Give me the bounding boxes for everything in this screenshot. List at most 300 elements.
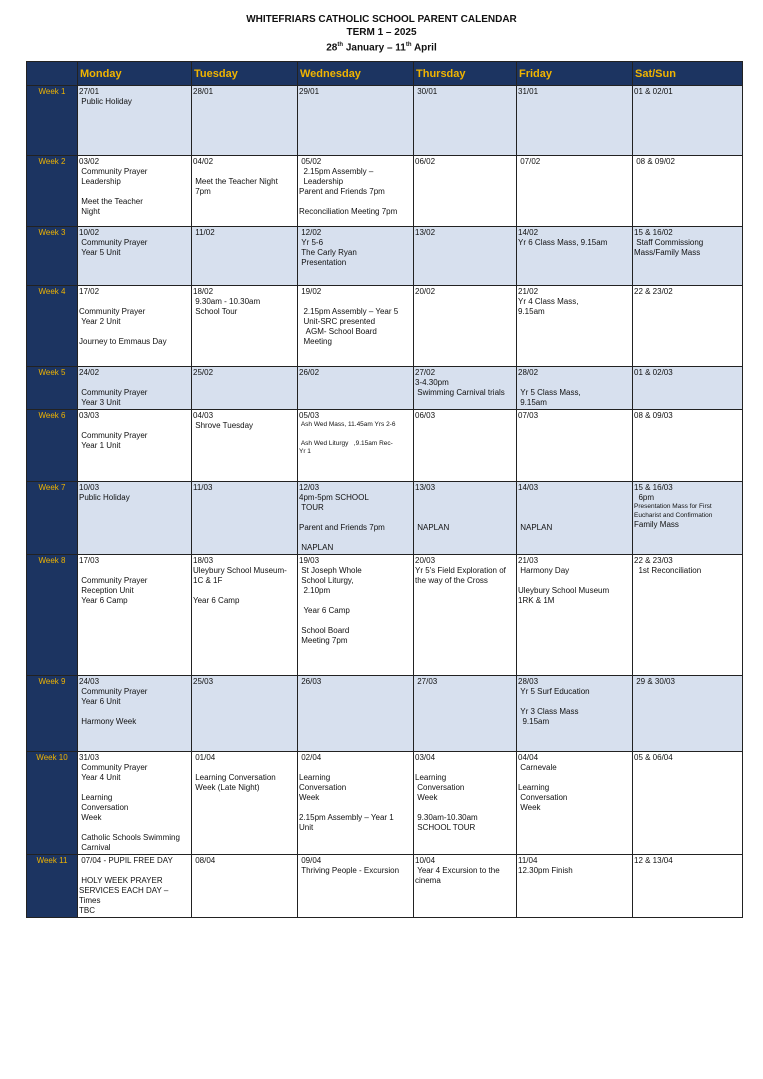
day-cell xyxy=(298,752,414,855)
calendar-header xyxy=(0,13,763,54)
week-label: Week 3 xyxy=(27,227,78,286)
event-text: Week xyxy=(79,813,102,822)
week-label: Week 5 xyxy=(27,367,78,410)
event-text: Learning xyxy=(518,783,550,792)
event-text: 2.15pm Assembly – Year 1 xyxy=(299,813,394,822)
day-cell xyxy=(298,855,414,918)
event-text: Journey to Emmaus Day xyxy=(79,337,167,346)
day-cell xyxy=(298,156,414,227)
event-text xyxy=(299,297,412,307)
event-text: Thriving People - Excursion xyxy=(299,866,400,875)
day-date: 27/01 xyxy=(79,87,100,96)
day-date: 19/02 xyxy=(299,287,322,296)
week-row xyxy=(27,752,743,855)
event-text: Meet the Teacher xyxy=(79,197,143,206)
event-text: 2.10pm xyxy=(299,586,331,595)
event-text: Yr 1 xyxy=(299,448,311,455)
event-text: Eucharist and Confirmation xyxy=(634,511,713,519)
event-text: Mass/Family Mass xyxy=(634,248,701,257)
day-cell xyxy=(192,410,298,482)
day-date: 19/03 xyxy=(299,556,320,565)
day-cell xyxy=(414,855,517,918)
event-text xyxy=(79,421,190,431)
day-cell xyxy=(633,410,743,482)
day-date: 08 & 09/03 xyxy=(634,411,673,420)
day-cell xyxy=(192,227,298,286)
event-text: Night xyxy=(79,207,100,216)
event-text: Parent and Friends 7pm xyxy=(299,187,385,196)
event-text: Ash Wed Mass, 11.45am Yrs 2-6 xyxy=(299,421,396,428)
day-date: 04/02 xyxy=(193,157,214,166)
event-text: Week xyxy=(299,793,320,802)
event-text xyxy=(193,763,296,773)
event-text: Community Prayer xyxy=(79,388,148,397)
event-text: Ash Wed Liturgy ,9.15am Rec- xyxy=(299,439,393,447)
day-date: 05/03 xyxy=(299,411,320,420)
event-text: Harmony Week xyxy=(79,717,137,726)
event-text xyxy=(299,513,412,523)
event-text: 9.15am xyxy=(518,307,545,316)
event-text: Carnevale xyxy=(518,763,557,772)
event-text xyxy=(415,803,515,813)
day-cell xyxy=(298,86,414,156)
day-date: 25/02 xyxy=(193,368,214,377)
day-cell xyxy=(298,286,414,367)
event-text: Community Prayer xyxy=(79,238,148,247)
event-text xyxy=(193,167,296,177)
day-date: 13/02 xyxy=(415,228,436,237)
day-date: 15 & 16/02 xyxy=(634,228,673,237)
event-text: NAPLAN xyxy=(299,543,334,552)
event-text: Presentation Mass for First xyxy=(634,503,712,510)
column-header: Wednesday xyxy=(298,62,414,86)
event-text: Parent and Friends 7pm xyxy=(299,523,385,532)
week-label: Week 4 xyxy=(27,286,78,367)
day-date: 28/03 xyxy=(518,677,539,686)
event-text xyxy=(193,586,296,596)
day-date: 26/02 xyxy=(299,368,320,377)
event-text: Year 3 Unit xyxy=(79,398,121,407)
event-text: Community Prayer xyxy=(79,763,148,772)
event-text: Unit-SRC presented xyxy=(299,317,376,326)
day-date: 20/02 xyxy=(415,287,436,296)
day-cell xyxy=(633,86,743,156)
event-text: Week (Late Night) xyxy=(193,783,260,792)
event-text: Week xyxy=(518,803,541,812)
event-text: the way of the Cross xyxy=(415,576,488,585)
event-text: Yr 4 Class Mass, xyxy=(518,297,579,306)
event-text: Year 6 Camp xyxy=(79,596,128,605)
day-date: 14/02 xyxy=(518,228,539,237)
day-cell xyxy=(517,227,633,286)
event-text xyxy=(299,616,412,626)
day-date: 06/02 xyxy=(415,157,436,166)
day-date: 18/03 xyxy=(193,556,214,565)
event-text: 9.30am-10.30am xyxy=(415,813,478,822)
day-date: 08 & 09/02 xyxy=(634,157,675,166)
event-text: Swimming Carnival trials xyxy=(415,388,505,397)
event-text xyxy=(79,783,190,793)
day-cell xyxy=(517,410,633,482)
day-cell xyxy=(192,555,298,676)
event-text: Meeting 7pm xyxy=(299,636,348,645)
event-text: Uleybury School Museum- xyxy=(193,566,287,575)
week-row xyxy=(27,86,743,156)
day-date: 05/02 xyxy=(299,157,322,166)
event-text xyxy=(415,493,515,503)
day-date: 10/03 xyxy=(79,483,100,492)
event-text xyxy=(79,823,190,833)
week-label: Week 9 xyxy=(27,676,78,752)
day-date: 03/03 xyxy=(79,411,100,420)
event-text: Community Prayer xyxy=(79,307,146,316)
day-date: 31/03 xyxy=(79,753,100,762)
day-cell xyxy=(192,676,298,752)
week-row xyxy=(27,410,743,482)
event-text: Year 1 Unit xyxy=(79,441,121,450)
event-text xyxy=(79,327,190,337)
event-text xyxy=(79,187,190,197)
event-text xyxy=(518,513,631,523)
day-cell xyxy=(192,855,298,918)
day-date: 13/03 xyxy=(415,483,436,492)
event-text: School Tour xyxy=(193,307,238,316)
event-text: Learning Conversation xyxy=(193,773,276,782)
day-date: 01 & 02/01 xyxy=(634,87,673,96)
day-date: 11/03 xyxy=(193,483,213,492)
date-range-end-month: April xyxy=(411,42,437,54)
day-cell xyxy=(517,752,633,855)
event-text: Conversation xyxy=(79,803,129,812)
event-text xyxy=(518,576,631,586)
day-date: 24/02 xyxy=(79,368,100,377)
day-date: 17/03 xyxy=(79,556,100,565)
day-date: 14/03 xyxy=(518,483,539,492)
week-label: Week 8 xyxy=(27,555,78,676)
event-text: Yr 6 Class Mass, 9.15am xyxy=(518,238,608,247)
day-cell xyxy=(414,482,517,555)
event-text: Leadership xyxy=(79,177,121,186)
event-text: Staff Commissiong xyxy=(634,238,704,247)
day-date: 18/02 xyxy=(193,287,214,296)
event-text: Yr 3 Class Mass xyxy=(518,707,579,716)
event-text: 2.15pm Assembly – Year 5 xyxy=(299,307,399,316)
event-text: Presentation xyxy=(299,258,347,267)
calendar-table xyxy=(26,61,743,918)
date-range xyxy=(0,39,763,54)
day-cell xyxy=(414,156,517,227)
week-label: Week 2 xyxy=(27,156,78,227)
day-date: 24/03 xyxy=(79,677,100,686)
event-text: Conversation xyxy=(299,783,347,792)
event-text: 3-4.30pm xyxy=(415,378,449,387)
day-cell xyxy=(414,410,517,482)
event-text: The Carly Ryan xyxy=(299,248,357,257)
event-text: Year 6 Unit xyxy=(79,697,121,706)
week-row xyxy=(27,367,743,410)
day-cell xyxy=(298,227,414,286)
event-text: Year 4 Excursion to the xyxy=(415,866,500,875)
event-text: Carnival xyxy=(79,843,111,852)
day-cell xyxy=(298,555,414,676)
day-cell xyxy=(517,555,633,676)
day-cell xyxy=(633,676,743,752)
column-header: Friday xyxy=(517,62,633,86)
day-cell xyxy=(78,156,192,227)
event-text xyxy=(415,503,515,513)
event-text: TBC xyxy=(79,906,95,915)
day-cell xyxy=(517,367,633,410)
day-date: 05 & 06/04 xyxy=(634,753,673,762)
day-cell xyxy=(78,286,192,367)
day-date: 04/04 xyxy=(518,753,539,762)
day-date: 09/04 xyxy=(299,856,322,865)
day-cell xyxy=(414,555,517,676)
week-label: Week 6 xyxy=(27,410,78,482)
calendar-title: WHITEFRIARS CATHOLIC SCHOOL PARENT CALENDAR xyxy=(246,14,517,25)
day-date: 07/02 xyxy=(518,157,541,166)
event-text: Year 5 Unit xyxy=(79,248,121,257)
event-text xyxy=(518,773,631,783)
event-text: 9.15am xyxy=(518,398,547,407)
event-text: Uleybury School Museum xyxy=(518,586,610,595)
event-text: St Joseph Whole xyxy=(299,566,362,575)
event-text: Unit xyxy=(299,823,314,832)
event-text: SCHOOL TOUR xyxy=(415,823,476,832)
day-cell xyxy=(517,86,633,156)
event-text: Reception Unit xyxy=(79,586,134,595)
day-cell xyxy=(78,86,192,156)
day-cell xyxy=(633,156,743,227)
event-text: Family Mass xyxy=(634,520,679,529)
term-label: TERM 1 – 2025 xyxy=(346,27,417,38)
event-text: 2.15pm Assembly – xyxy=(299,167,374,176)
day-cell xyxy=(414,752,517,855)
event-text: Learning xyxy=(79,793,113,802)
day-date: 07/04 - PUPIL FREE DAY xyxy=(79,856,173,865)
day-cell xyxy=(414,676,517,752)
event-text: Week xyxy=(415,793,438,802)
day-cell xyxy=(298,482,414,555)
day-cell xyxy=(78,555,192,676)
event-text: Shrove Tuesday xyxy=(193,421,254,430)
week-label: Week 1 xyxy=(27,86,78,156)
event-text: NAPLAN xyxy=(415,523,450,532)
week-label: Week 10 xyxy=(27,752,78,855)
event-text: School Board xyxy=(299,626,350,635)
event-text xyxy=(415,763,515,773)
day-cell xyxy=(78,752,192,855)
day-cell xyxy=(517,676,633,752)
day-date: 10/02 xyxy=(79,228,100,237)
event-text: Catholic Schools Swimming xyxy=(79,833,180,842)
day-date: 21/03 xyxy=(518,556,539,565)
week-label: Week 7 xyxy=(27,482,78,555)
week-row xyxy=(27,286,743,367)
column-header: Tuesday xyxy=(192,62,298,86)
day-cell xyxy=(192,752,298,855)
week-row xyxy=(27,555,743,676)
event-text xyxy=(299,803,412,813)
event-text xyxy=(299,596,412,606)
week-row xyxy=(27,855,743,918)
event-text xyxy=(299,197,412,207)
day-cell xyxy=(414,286,517,367)
event-text xyxy=(299,763,412,773)
day-date: 26/03 xyxy=(299,677,322,686)
event-text: Conversation xyxy=(415,783,465,792)
day-date: 01/04 xyxy=(193,753,216,762)
event-text: Yr 5-6 xyxy=(299,238,324,247)
event-text: Harmony Day xyxy=(518,566,570,575)
event-text: Year 6 Camp xyxy=(299,606,350,615)
day-date: 03/02 xyxy=(79,157,100,166)
event-text xyxy=(79,297,190,307)
event-text xyxy=(79,866,190,876)
day-cell xyxy=(633,227,743,286)
day-cell xyxy=(414,367,517,410)
event-text: 9.30am - 10.30am xyxy=(193,297,261,306)
event-text xyxy=(415,513,515,523)
event-text xyxy=(518,493,631,503)
day-cell xyxy=(192,367,298,410)
day-date: 02/04 xyxy=(299,753,322,762)
header-row xyxy=(27,62,743,86)
day-cell xyxy=(298,367,414,410)
event-text: School Liturgy, xyxy=(299,576,354,585)
day-date: 22 & 23/02 xyxy=(634,287,673,296)
day-cell xyxy=(298,676,414,752)
event-text: Yr 5's Field Exploration of xyxy=(415,566,506,575)
day-cell xyxy=(78,855,192,918)
event-text: Reconciliation Meeting 7pm xyxy=(299,207,398,216)
event-text xyxy=(299,533,412,543)
day-date: 12 & 13/04 xyxy=(634,856,673,865)
week-header-blank xyxy=(27,62,78,86)
day-cell xyxy=(517,855,633,918)
day-date: 28/02 xyxy=(518,368,539,377)
day-date: 29/01 xyxy=(299,87,320,96)
event-text: Learning xyxy=(415,773,447,782)
event-text xyxy=(79,566,190,576)
day-cell xyxy=(192,286,298,367)
day-cell xyxy=(633,482,743,555)
day-date: 29 & 30/03 xyxy=(634,677,675,686)
day-date: 17/02 xyxy=(79,287,100,296)
event-text: 12.30pm Finish xyxy=(518,866,573,875)
date-range-start-day: 28 xyxy=(326,42,338,54)
day-date: 10/04 xyxy=(415,856,436,865)
event-text: Public Holiday xyxy=(79,493,130,502)
day-cell xyxy=(78,676,192,752)
day-date: 30/01 xyxy=(415,87,438,96)
event-text: Conversation xyxy=(518,793,568,802)
day-date: 11/02 xyxy=(193,228,215,237)
day-date: 31/01 xyxy=(518,87,539,96)
event-text: 6pm xyxy=(634,493,655,502)
event-text: Learning xyxy=(299,773,331,782)
column-header: Monday xyxy=(78,62,192,86)
day-cell xyxy=(633,555,743,676)
day-date: 27/03 xyxy=(415,677,438,686)
day-cell xyxy=(633,855,743,918)
event-text: Year 2 Unit xyxy=(79,317,121,326)
event-text: Community Prayer xyxy=(79,576,148,585)
event-text: Meet the Teacher Night xyxy=(193,177,278,186)
day-cell xyxy=(517,286,633,367)
event-text xyxy=(299,430,412,440)
event-text xyxy=(518,697,631,707)
day-date: 12/03 xyxy=(299,483,320,492)
event-text: SERVICES EACH DAY – Times xyxy=(79,886,171,905)
event-text: Leadership xyxy=(299,177,344,186)
day-cell xyxy=(78,410,192,482)
event-text: Community Prayer xyxy=(79,687,148,696)
event-text: 1C & 1F xyxy=(193,576,223,585)
day-cell xyxy=(298,410,414,482)
week-row xyxy=(27,482,743,555)
day-date: 04/03 xyxy=(193,411,214,420)
calendar-body xyxy=(27,86,743,918)
day-date: 25/03 xyxy=(193,677,214,686)
event-text: Public Holiday xyxy=(79,97,132,106)
event-text: 1RK & 1M xyxy=(518,596,555,605)
column-header: Thursday xyxy=(414,62,517,86)
day-cell xyxy=(414,86,517,156)
date-range-middle: January – 11 xyxy=(343,42,406,54)
event-text: 1st Reconciliation xyxy=(634,566,702,575)
day-date: 15 & 16/03 xyxy=(634,483,673,492)
day-cell xyxy=(633,286,743,367)
date-range-end-suffix: th xyxy=(405,42,412,48)
day-date: 01 & 02/03 xyxy=(634,368,673,377)
week-row xyxy=(27,156,743,227)
event-text xyxy=(518,378,631,388)
event-text: HOLY WEEK PRAYER xyxy=(79,876,163,885)
day-date: 21/02 xyxy=(518,287,539,296)
event-text: 9.15am xyxy=(518,717,550,726)
event-text: Meeting xyxy=(299,337,332,346)
day-date: 20/03 xyxy=(415,556,436,565)
date-range-start-suffix: th xyxy=(337,42,344,48)
day-cell xyxy=(192,482,298,555)
day-date: 11/04 xyxy=(518,856,538,865)
day-date: 03/04 xyxy=(415,753,436,762)
event-text xyxy=(518,503,631,513)
day-cell xyxy=(517,156,633,227)
day-cell xyxy=(414,227,517,286)
event-text xyxy=(79,378,190,388)
day-date: 06/03 xyxy=(415,411,436,420)
week-row xyxy=(27,676,743,752)
column-header: Sat/Sun xyxy=(633,62,743,86)
event-text: NAPLAN xyxy=(518,523,553,532)
day-cell xyxy=(78,367,192,410)
event-text: Year 6 Camp xyxy=(193,596,240,605)
day-cell xyxy=(78,227,192,286)
event-text: Yr 5 Surf Education xyxy=(518,687,590,696)
day-cell xyxy=(633,367,743,410)
day-cell xyxy=(633,752,743,855)
week-label: Week 11 xyxy=(27,855,78,918)
event-text: Yr 5 Class Mass, xyxy=(518,388,581,397)
day-date: 27/02 xyxy=(415,368,436,377)
event-text: 4pm-5pm SCHOOL xyxy=(299,493,369,502)
event-text: 7pm xyxy=(193,187,211,196)
event-text: Community Prayer xyxy=(79,431,148,440)
event-text: AGM- School Board xyxy=(299,327,377,336)
day-date: 07/03 xyxy=(518,411,539,420)
